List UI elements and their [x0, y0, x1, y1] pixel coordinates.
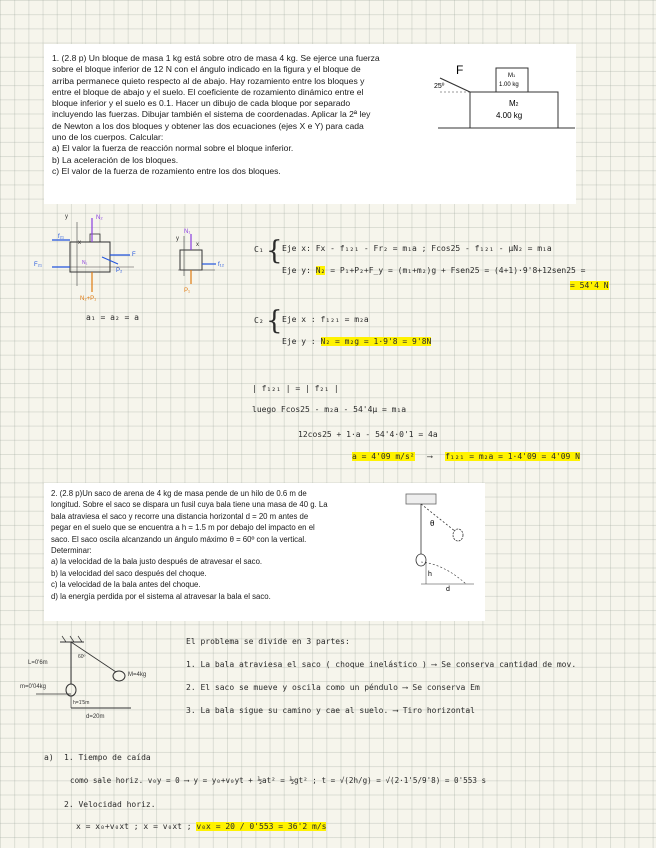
m1-label: M1 [508, 73, 516, 79]
sketch-M: M=4kg [128, 672, 147, 678]
p2-line: a) la velocidad de la bala justo después de atravesar el saco. [51, 557, 263, 567]
m1-value: 1.00 kg [499, 82, 519, 88]
h-label: h [428, 571, 432, 578]
c2-eje-y: Eje y : N₂ = m₂g = 1·9'8 = 9'8N [282, 337, 432, 346]
fbd-label: N₁ [82, 260, 88, 266]
p1-line: incluyendo las fuerzas. Dibujar también el sistema de coordenadas. Aplicar la 2ª ley [52, 109, 371, 120]
d-label: d [446, 586, 450, 593]
c1-eje-x: Eje x: Fx - f₁₂₁ - Fr₂ = m₁a ; Fcos25 - f₁₂₁ - μN₂ = m₁a [282, 244, 552, 253]
p1-line: 1. (2.8 p) Un bloque de masa 1 kg está sobre otro de masa 4 kg. Se ejerce una fuerza [52, 53, 380, 63]
eq-line-4: a = 4'09 m/s² ⟶ f₁₂₁ = m₂a = 1·4'09 = 4'09 N [352, 452, 580, 461]
c1-result: = 54'4 N [570, 281, 609, 290]
accel-equal: a₁ = a₂ = a [86, 313, 139, 322]
m2-value: 4.00 kg [496, 111, 523, 120]
p1-line: entre el bloque de abajo y el suelo. El coeficiente de rozamiento dinámico entre el [52, 86, 364, 97]
angle-label: 25º [434, 83, 445, 90]
pendulum-sketch [20, 632, 156, 722]
tiempo-caida: 1. Tiempo de caída [64, 753, 151, 762]
p2-line: 2. (2.8 p)Un saco de arena de 4 kg de masa pende de un hilo de 0.6 m de [51, 489, 307, 498]
fbd2-label: f₁₂ [218, 262, 225, 268]
velocidad-horiz: 2. Velocidad horiz. [64, 800, 156, 809]
tiempo-caida-eq: como sale horiz. v₀y = 0 ⟶ y = y₀+v₀yt + ½at² = ½gt² ; t = √(2h/g) = √(2·1'5/9'8) = 0'553 s [70, 776, 487, 785]
force-label: F [456, 63, 464, 77]
c2-brace: { [266, 306, 283, 336]
notes-part-2: 2. El saco se mueve y oscila como un péndulo ⟶ Se conserva Em [186, 683, 480, 692]
accel-result: a = 4'09 m/s² [352, 452, 415, 461]
c2-highlight: N₂ = m₂g = 1·9'8 = 9'8N [320, 337, 432, 346]
fbd-label: x [78, 240, 81, 246]
fbd-upper-block [170, 228, 240, 298]
p2-line: b) la velocidad del saco después del choque. [51, 568, 207, 578]
c1-label: C₁ [254, 245, 264, 254]
p1-line: de Newton a los dos bloques y obtener las dos ecuaciones (ejes X e Y) para cada [52, 120, 364, 131]
p2-line: longitud. Sobre el saco se dispara un fusil cuya bala tiene una masa de 40 g. La [51, 500, 328, 510]
p2-line: saco. El saco oscila alcanzando un ángulo máximo θ = 60º con la vertical. [51, 534, 307, 544]
p1-line: c) El valor de la fuerza de rozamiento entre los dos bloques. [52, 165, 281, 176]
n2-highlight: N₂ [315, 266, 326, 275]
fbd2-label: y [176, 236, 179, 242]
blocks-figure [430, 58, 580, 138]
fbd-label: F [132, 252, 136, 258]
c1-brace: { [266, 236, 283, 266]
fbd2-label: x [196, 242, 199, 248]
eq-line-2: luego Fcos25 - m₂a - 54'4μ = m₁a [252, 405, 407, 414]
fbd-label: N₂+P₁ [80, 296, 97, 302]
p1-line: arriba permanece quieto respecto al de abajo. Hay rozamiento entre los bloques y [52, 75, 365, 86]
c2-eje-x: Eje x : f₁₂₁ = m₂a [282, 315, 369, 324]
fbd-lower-block [32, 212, 142, 302]
sketch-m: m=0'04kg [20, 684, 46, 690]
eq-line-1: | f₁₂₁ | = | f₂₁ | [252, 384, 339, 393]
p1-line: uno de los cuerpos. Calcular: [52, 132, 164, 143]
notes-part-1: 1. La bala atraviesa el saco ( choque inelástico ) ⟶ Se conserva cantidad de mov. [186, 660, 577, 669]
fbd2-label: N₁ [184, 229, 191, 235]
sketch-theta: 60º [78, 654, 86, 660]
friction-result: f₁₂₁ = m₂a = 1·4'09 = 4'09 N [445, 452, 580, 461]
c1-eje-y: Eje y: N₂ = P₁+P₂+F_y = (m₁+m₂)g + Fsen25 = (4+1)·9'8+12sen25 = [282, 266, 586, 275]
problem-2-text [51, 488, 371, 602]
p2-line: d) la energía perdida por el sistema al atravesar la bala el saco. [51, 591, 271, 601]
problem-1-text [52, 53, 412, 177]
fbd2-label: P₁ [184, 288, 191, 294]
fbd-label: N₂ [96, 215, 103, 221]
fbd-label: F₂₁ [34, 262, 43, 268]
sketch-h: h=1'5m [73, 700, 90, 706]
p1-line: b) La aceleración de los bloques. [52, 154, 179, 165]
p1-line: sobre el bloque inferior de 12 N con el ángulo indicado en la figura y el bloque de [52, 64, 361, 75]
fbd-label: y [65, 214, 68, 220]
p2-line: bala atraviesa el saco y recorre una distancia horizontal d = 20 m antes de [51, 511, 309, 521]
pendulum-figure [384, 492, 484, 592]
p2-line: c) la velocidad de la bala antes del choque. [51, 580, 201, 590]
p2-line: pegar en el suelo que se encuentra a h = 1.5 m por debajo del impacto en el [51, 523, 315, 533]
p2-line: Determinar: [51, 546, 92, 556]
p1-line: a) El valor la fuerza de reacción normal sobre el bloque inferior. [52, 143, 294, 154]
c2-label: C₂ [254, 316, 264, 325]
eq-line-3: 12cos25 + 1·a - 54'4·0'1 = 4a [298, 430, 438, 439]
sketch-d: d=20m [86, 714, 105, 720]
notes-part-3: 3. La bala sigue su camino y cae al suelo. ⟶ Tiro horizontal [186, 706, 475, 715]
notes-intro: El problema se divide en 3 partes: [186, 637, 350, 646]
theta-label: θ [430, 519, 435, 528]
p1-line: bloque inferior y el suelo es 0.1. Hacer un dibujo de cada bloque por separado [52, 98, 351, 109]
velocidad-horiz-eq: x = x₀+v₀xt ; x = v₀xt ; v₀x = 20 / 0'553 = 36'2 m/s [76, 822, 327, 831]
fbd-label: P₂ [116, 268, 123, 274]
fbd-label: f₂₁ [58, 234, 65, 240]
velocity-result: v₀x = 20 / 0'553 = 36'2 m/s [196, 822, 327, 831]
part-a-label: a) [44, 753, 54, 762]
m2-label: M2 [509, 99, 519, 108]
sketch-L: L=0'6m [28, 660, 48, 666]
